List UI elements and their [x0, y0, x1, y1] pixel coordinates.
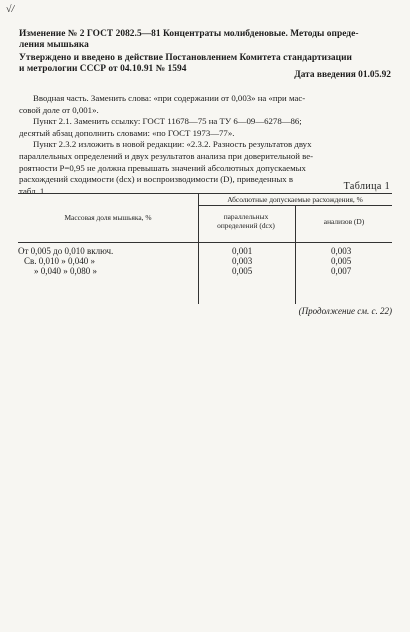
- col-parallel-header: параллельных определений (dсх): [217, 212, 275, 230]
- table-row-1-dsx: 0,001: [232, 246, 253, 256]
- paragraph-2-3-2-line4: расхождений сходимости (dсх) и воспроизводимости (D), приведенных в: [19, 174, 294, 185]
- paragraph-2-3-2: Пункт 2.3.2 изложить в новой редакции: «2.3.2. Разность результатов двух: [33, 139, 312, 150]
- approval-line-cont: и метрологии СССР от 04.10.91 № 1594: [19, 64, 187, 74]
- paragraph-2-3-2-line5: табл. 1.: [19, 185, 47, 196]
- effective-date: Дата введения 01.05.92: [294, 70, 391, 80]
- paragraph-2-1-cont: десятый абзац дополнить словами: «по ГОСТ 1973—77».: [19, 127, 235, 138]
- column-divider-1: [198, 193, 199, 304]
- table-row-3-D: 0,007: [331, 266, 352, 276]
- header-bottom-rule: [18, 242, 392, 243]
- paragraph-2-1: Пункт 2.1. Заменить ссылку: ГОСТ 11678—75 на ТУ 6—09—6278—86;: [33, 116, 302, 127]
- group-tolerance-header: Абсолютные допускаемые расхождения, %: [227, 195, 363, 204]
- paragraph-intro: Вводная часть. Заменить слова: «при содержании от 0,003» на «при мас-: [33, 93, 306, 103]
- approval-line: Утверждено и введено в действие Постановлением Комитета стандартизации: [19, 53, 353, 63]
- amendment-title: Изменение № 2 ГОСТ 2082.5—81 Концентраты молибденовые. Методы опреде-: [19, 29, 359, 39]
- table-row-1-D: 0,003: [331, 246, 352, 256]
- corner-mark: √/: [6, 4, 15, 15]
- table-row-3-range: » 0,040 » 0,080 »: [34, 266, 97, 276]
- amendment-title-cont: ления мышьяка: [19, 40, 89, 50]
- table-row-2-dsx: 0,003: [232, 256, 253, 266]
- paragraph-2-3-2-line3: роятности P=0,95 не должна превышать значений абсолютных допускаемых: [19, 162, 306, 173]
- table-row-2-range: Св. 0,010 » 0,040 »: [24, 256, 96, 266]
- col-mass-fraction-header: Массовая доля мышьяка, %: [64, 213, 152, 222]
- paragraph-intro-cont: совой доле от 0,001».: [19, 104, 99, 115]
- table-row-2-D: 0,005: [331, 256, 352, 266]
- table-row-1-range: От 0,005 до 0,010 включ.: [18, 246, 114, 256]
- table-top-rule: [18, 193, 392, 194]
- continuation-note: (Продолжение см. с. 22): [298, 306, 392, 316]
- table-row-3-dsx: 0,005: [232, 266, 253, 276]
- body-text: [19, 93, 313, 197]
- column-divider-2: [295, 205, 296, 304]
- col-analyses-header: анализов (D): [323, 217, 365, 226]
- table-name: Таблица 1: [343, 181, 390, 192]
- paragraph-2-3-2-line2: параллельных определений и двух результатов анализа при доверительной ве-: [19, 150, 314, 161]
